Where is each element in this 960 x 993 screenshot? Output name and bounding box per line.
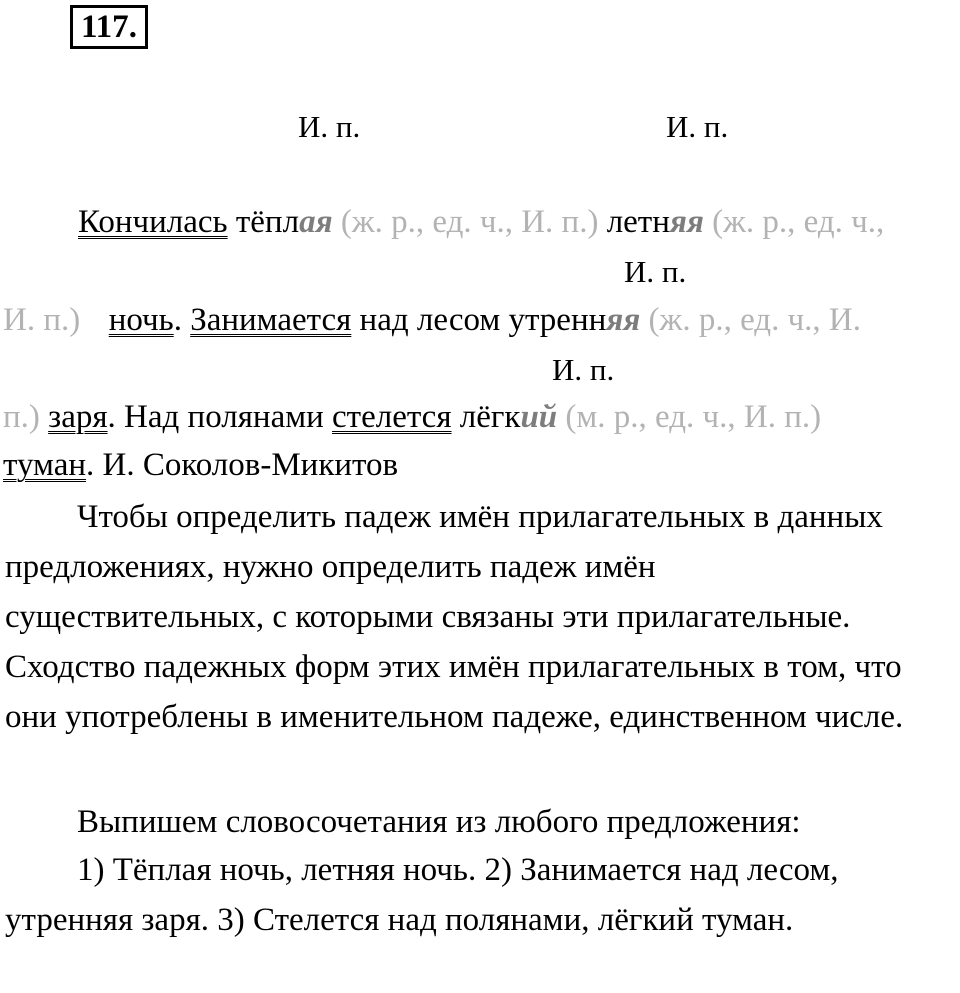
predicate-word: Кончилась bbox=[78, 204, 228, 240]
grammar-note: (м. р., ед. ч., И. п.) bbox=[565, 399, 822, 435]
grammar-note: (ж. р., ед. ч., bbox=[712, 204, 885, 240]
adjective-stem: лёгк bbox=[459, 399, 521, 435]
task-number: 117. bbox=[70, 5, 148, 49]
grammar-note: И. п.) bbox=[3, 302, 81, 338]
author-credit: . И. Соколов-Микитов bbox=[86, 447, 399, 483]
answer-paragraph: 1) Тёплая ночь, летняя ночь. 2) Занимается над лесом, утренняя заря. 3) Стелется над полянами, лёгкий туман. bbox=[5, 852, 839, 938]
predicate-word: стелется bbox=[332, 399, 452, 435]
adjective-ending: ий bbox=[520, 399, 558, 435]
adjective-stem: летн bbox=[606, 204, 670, 240]
subject-word: заря bbox=[48, 399, 108, 435]
adjective-ending: яя bbox=[606, 302, 641, 338]
grammar-note: (ж. р., ед. ч., И. п.) bbox=[340, 204, 599, 240]
adjective-ending: яя bbox=[669, 204, 704, 240]
case-label: И. п. bbox=[666, 109, 729, 144]
adjective-stem: утренн bbox=[508, 302, 607, 338]
sentence-line-4 bbox=[3, 445, 398, 485]
punctuation: . bbox=[173, 302, 182, 338]
predicate-word: Занимается bbox=[190, 302, 352, 338]
explanation-paragraph: Чтобы определить падеж имён прилагательных в данных предложениях, нужно определить падеж имён существительных, с которыми связаны эти прилагательные. Сходство падежных форм этих имён прилагательных в том, что они употреблены в именительном падеже, единственном числе. bbox=[5, 499, 904, 735]
adjective-ending: ая bbox=[299, 204, 333, 240]
case-label: И. п. bbox=[552, 352, 615, 387]
grammar-note: (ж. р., ед. ч., И. bbox=[648, 302, 862, 338]
case-label: И. п. bbox=[298, 109, 361, 144]
case-label: И. п. bbox=[624, 254, 687, 289]
adjective-stem: тёпл bbox=[235, 204, 300, 240]
instruction-paragraph: Выпишем словосочетания из любого предложения: bbox=[77, 804, 801, 840]
subject-word: туман bbox=[3, 447, 87, 483]
plain-text: над лесом bbox=[359, 302, 501, 338]
grammar-note: п.) bbox=[3, 399, 40, 435]
sentence-line-1 bbox=[78, 202, 884, 242]
subject-word: ночь bbox=[108, 302, 174, 338]
sentence-line-3 bbox=[3, 397, 821, 437]
plain-text: . Над полянами bbox=[107, 399, 324, 435]
sentence-line-2 bbox=[3, 300, 861, 340]
